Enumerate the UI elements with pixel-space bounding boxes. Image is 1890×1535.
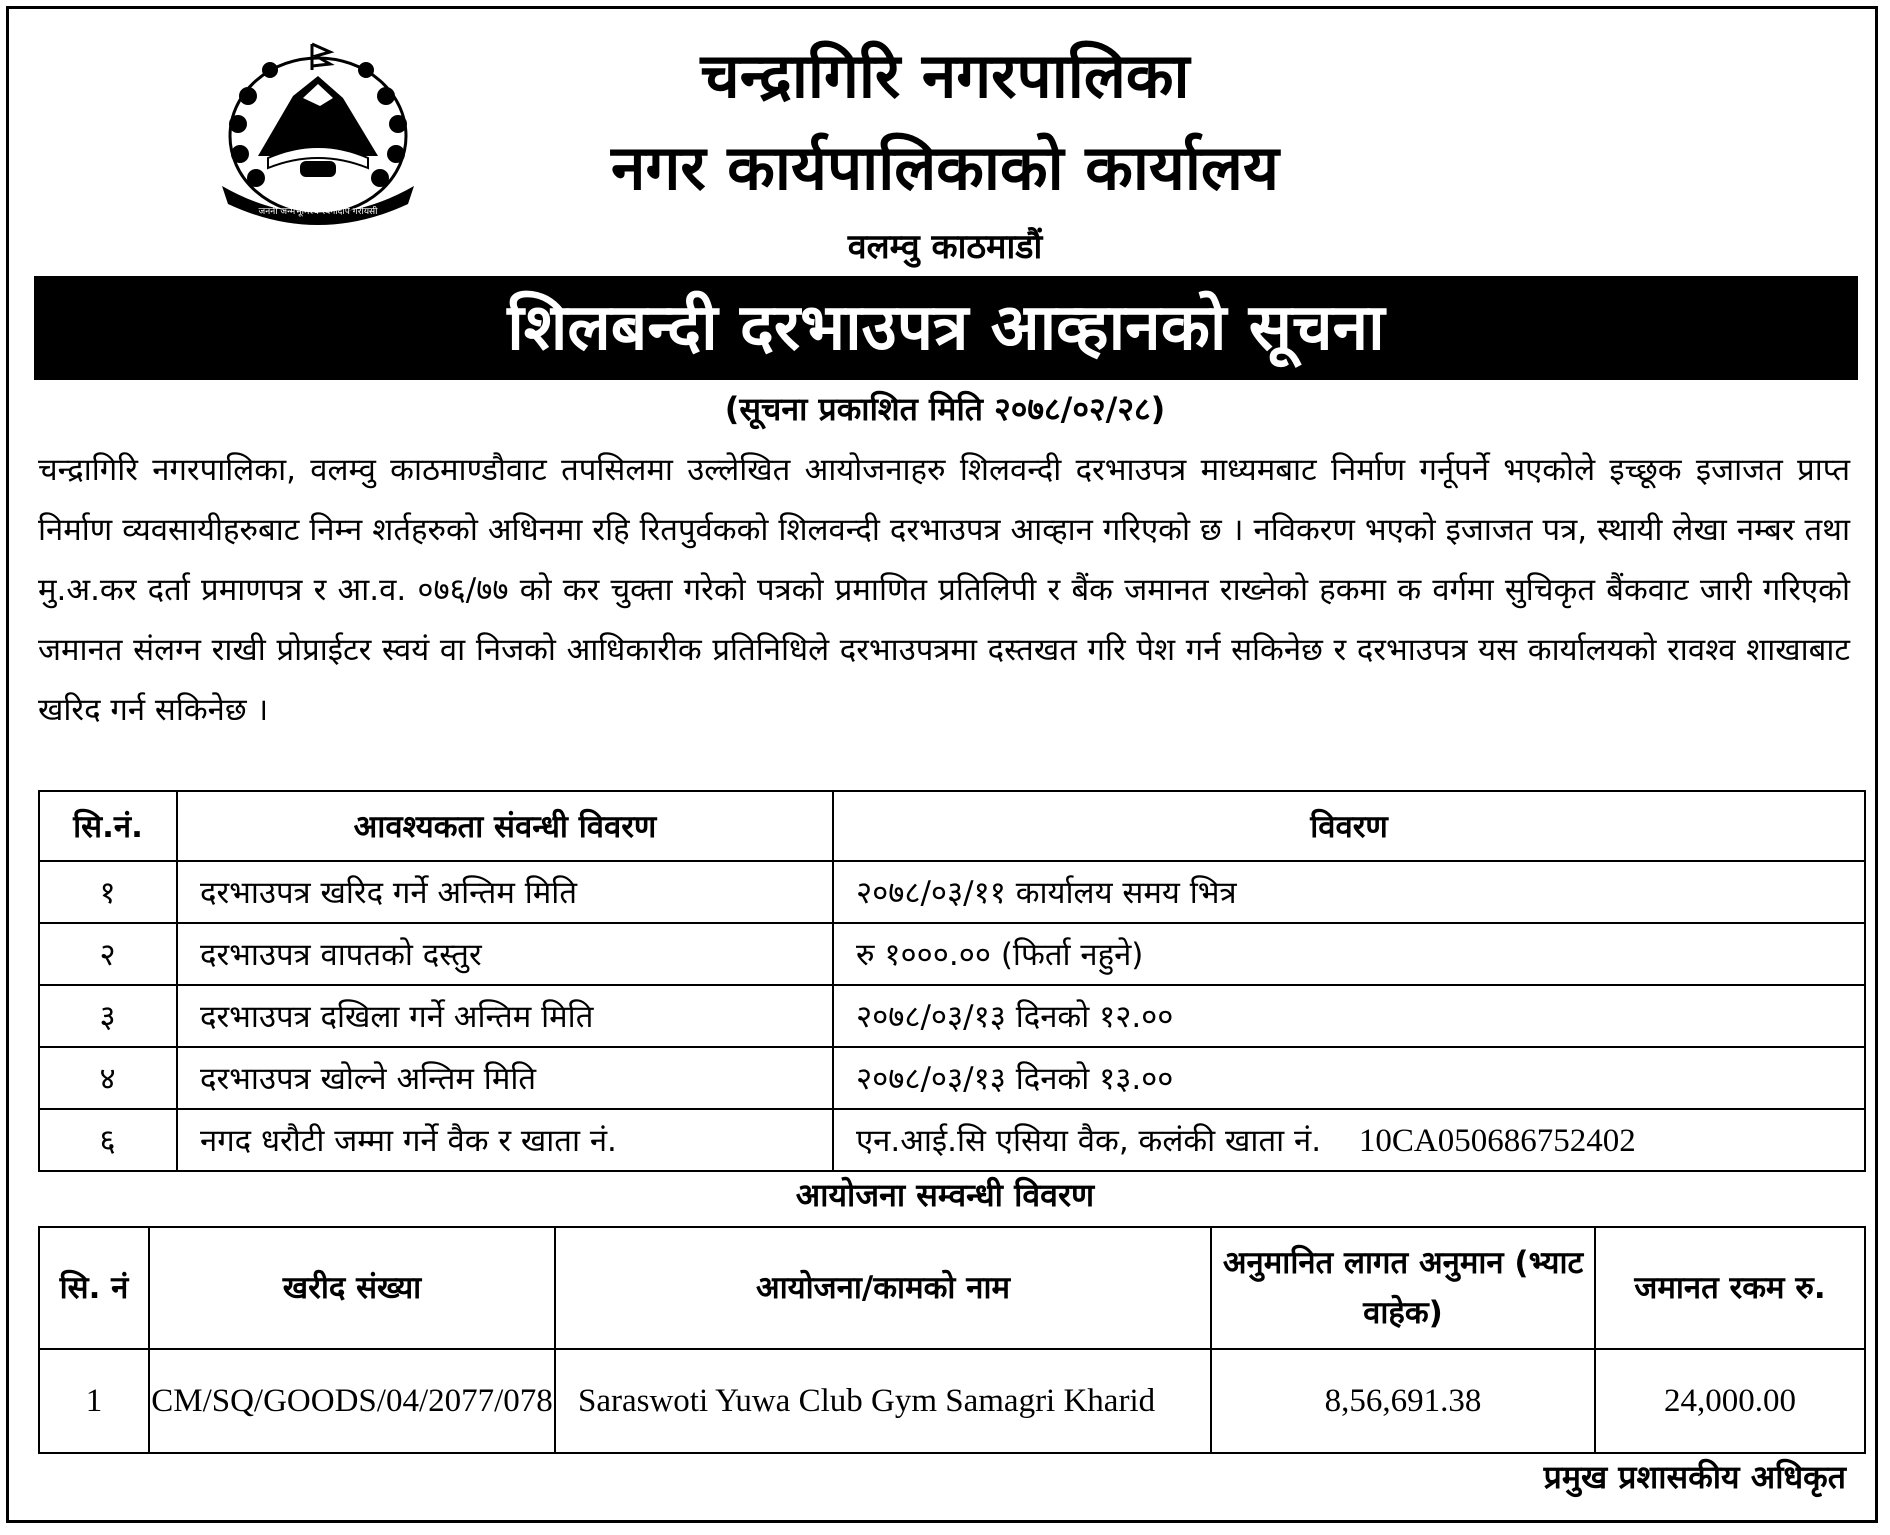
requirement-detail: २०७८/०३/१३ दिनको १३.०० [833, 1047, 1865, 1109]
estimated-cost: 8,56,691.38 [1211, 1349, 1595, 1453]
column-header: अनुमानित लागत अनुमान (भ्याट वाहेक) [1211, 1227, 1595, 1349]
serial-number: २ [39, 923, 177, 985]
account-number: 10CA050686752402 [1358, 1123, 1636, 1159]
requirement-item: दरभाउपत्र दखिला गर्ने अन्तिम मिति [177, 985, 833, 1047]
project-section-title: आयोजना सम्वन्धी विवरण [795, 1176, 1095, 1214]
table-header-row [39, 1227, 1865, 1349]
serial-number: ४ [39, 1047, 177, 1109]
table-row [39, 985, 1865, 1047]
office-address: वलम्वु काठमाडौं [847, 227, 1043, 267]
requirement-detail: रु १०००.०० (फिर्ता नहुने) [833, 923, 1865, 985]
requirement-item: दरभाउपत्र खरिद गर्ने अन्तिम मिति [177, 861, 833, 923]
requirement-item: नगद धरौटी जम्मा गर्ने वैक र खाता नं. [177, 1109, 833, 1171]
column-header: आयोजना/कामको नाम [555, 1227, 1211, 1349]
table-row [39, 861, 1865, 923]
table-row [39, 923, 1865, 985]
publish-date: (सूचना प्रकाशित मिति २०७८/०२/२८) [724, 390, 1166, 428]
column-header: सि.नं. [39, 791, 177, 861]
table-row [39, 1047, 1865, 1109]
emblem-motto: जननी जन्मभूमिश्च स्वर्गादपि गरीयसी [258, 207, 378, 217]
serial-number: १ [39, 861, 177, 923]
signature-title: प्रमुख प्रशासकीय अधिकृत [1543, 1458, 1846, 1496]
project-name: Saraswoti Yuwa Club Gym Samagri Kharid [555, 1349, 1211, 1453]
column-header: खरीद संख्या [149, 1227, 555, 1349]
office-name: नगर कार्यपालिकाको कार्यालय [611, 131, 1279, 204]
table-header-row [39, 791, 1865, 861]
serial-number: ६ [39, 1109, 177, 1171]
column-header: आवश्यकता संवन्धी विवरण [177, 791, 833, 861]
bank-name: एन.आई.सि एसिया वैक, कलंकी खाता नं. [856, 1123, 1322, 1159]
requirement-item: दरभाउपत्र वापतको दस्तुर [177, 923, 833, 985]
serial-number: 1 [39, 1349, 149, 1453]
serial-number: ३ [39, 985, 177, 1047]
requirement-detail [833, 1109, 1865, 1171]
municipality-name: चन्द्रागिरि नगरपालिका [700, 39, 1190, 112]
requirement-detail: २०७८/०३/११ कार्यालय समय भित्र [833, 861, 1865, 923]
column-header: सि. नं [39, 1227, 149, 1349]
notice-title-banner: शिलबन्दी दरभाउपत्र आव्हानको सूचना [34, 276, 1858, 380]
column-header: विवरण [833, 791, 1865, 861]
purchase-number: CM/SQ/GOODS/04/2077/078 [149, 1349, 555, 1453]
table-row [39, 1109, 1865, 1171]
column-header: जमानत रकम रु. [1595, 1227, 1865, 1349]
security-amount: 24,000.00 [1595, 1349, 1865, 1453]
requirement-detail: २०७८/०३/१३ दिनको १२.०० [833, 985, 1865, 1047]
project-table [38, 1226, 1866, 1454]
intro-paragraph: चन्द्रागिरि नगरपालिका, वलम्वु काठमाण्डौवाट तपसिलमा उल्लेखित आयोजनाहरु शिलवन्दी दरभाउपत्र माध्यमबाट निर्माण गर्नूपर्ने भएकोले इच्छूक इजाजत प्राप्त निर्माण व्यवसायीहरुबाट निम्न शर्तहरुको अधिनमा रहि रितपुर्वकको शिलवन्दी दरभाउपत्र आव्हान गरिएको छ । नविकरण भएको इजाजत पत्र, स्थायी लेखा नम्बर तथा मु.अ.कर दर्ता प्रमाणपत्र र आ.व. ०७६/७७ को कर चुक्ता गरेको पत्रको प्रमाणित प्रतिलिपी र बैंक जमानत राख्नेको हकमा क वर्गमा सुचिकृत बैंकवाट जारी गरिएको जमानत संलग्न राखी प्रोप्राईटर स्वयं वा निजको आधिकारीक प्रतिनिधिले दरभाउपत्रमा दस्तखत गरि पेश गर्न सकिनेछ र दरभाउपत्र यस कार्यालयको रावश्व शाखाबाट खरिद गर्न सकिनेछ । [38, 452, 1850, 728]
requirement-item: दरभाउपत्र खोल्ने अन्तिम मिति [177, 1047, 833, 1109]
requirements-table [38, 790, 1866, 1172]
table-row [39, 1349, 1865, 1453]
